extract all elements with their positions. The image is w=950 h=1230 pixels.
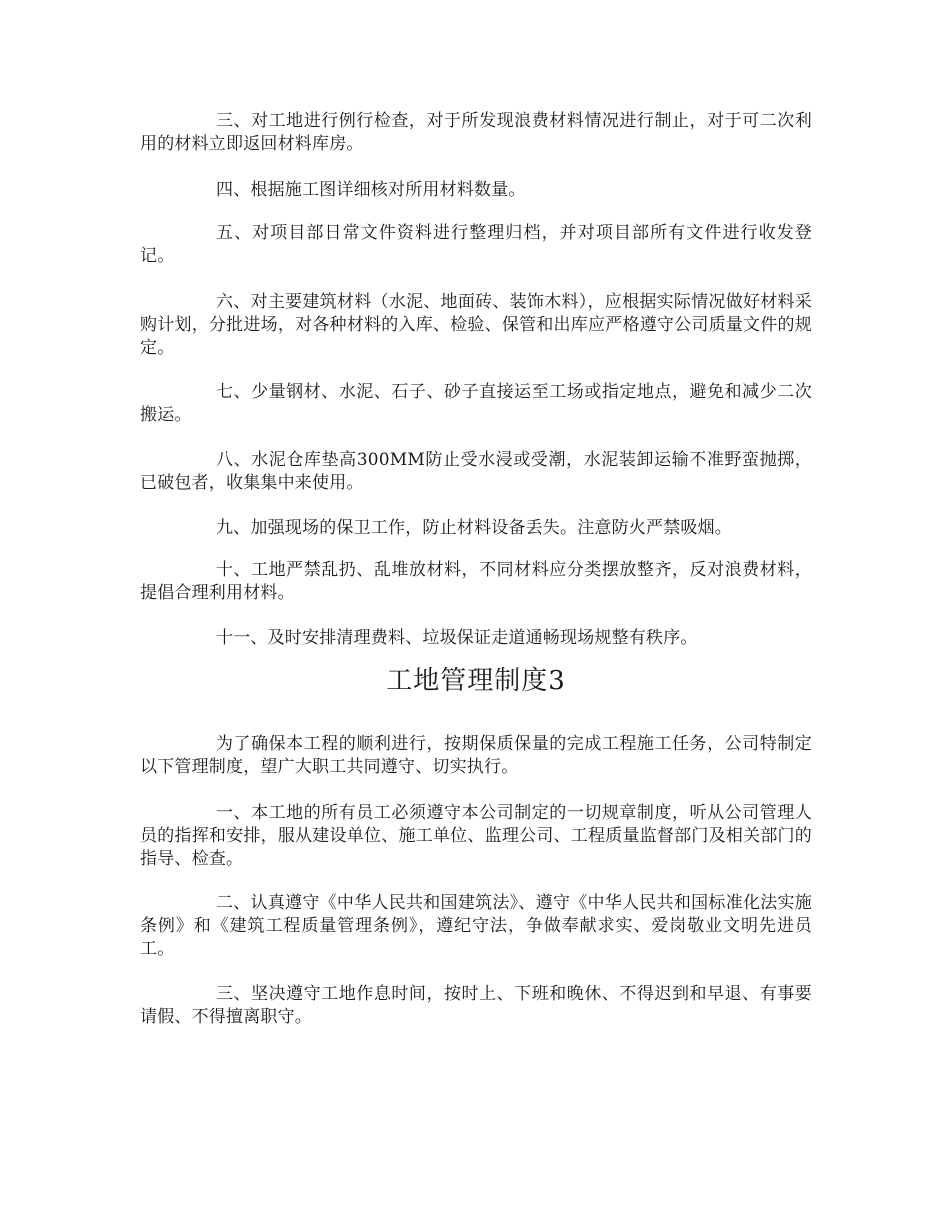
section-heading: 工地管理制度3	[386, 666, 566, 696]
rule-paragraph-2: 二、认真遵守《中华人民共和国建筑法》、遵守《中华人民共和国标准化法实施条例》和《建筑工程质量管理条例》，遵纪守法，争做奉献求实、爱岗敬业文明先进员工。	[140, 893, 812, 959]
paragraph-item-6: 六、对主要建筑材料（水泥、地面砖、装饰木料），应根据实际情况做好材料采购计划，分批进场，对各种材料的入库、检验、保管和出库应严格遵守公司质量文件的规定。	[140, 292, 812, 358]
paragraph-item-8: 八、水泥仓库垫高300MM防止受水浸或受潮，水泥装卸运输不准野蛮抛掷，已破包者，收集集中来使用。	[140, 450, 812, 493]
paragraph-item-11: 十一、及时安排清理费料、垃圾保证走道通畅现场规整有秩序。	[216, 628, 698, 648]
paragraph-item-3: 三、对工地进行例行检查，对于所发现浪费材料情况进行制止，对于可二次利用的材料立即返回材料库房。	[140, 111, 812, 154]
paragraph-item-10: 十、工地严禁乱扔、乱堆放材料，不同材料应分类摆放整齐，反对浪费材料，提倡合理利用材料。	[140, 560, 812, 603]
intro-paragraph: 为了确保本工程的顺利进行，按期保质保量的完成工程施工任务，公司特制定以下管理制度，望广大职工共同遵守、切实执行。	[140, 734, 812, 777]
paragraph-item-9: 九、加强现场的保卫工作，防止材料设备丢失。注意防火严禁吸烟。	[216, 518, 732, 538]
paragraph-item-5: 五、对项目部日常文件资料进行整理归档，并对项目部所有文件进行收发登记。	[140, 223, 812, 266]
rule-paragraph-3: 三、坚决遵守工地作息时间，按时上、下班和晚休、不得迟到和早退、有事要请假、不得擅离职守。	[140, 984, 812, 1027]
paragraph-item-4: 四、根据施工图详细核对所用材料数量。	[216, 180, 526, 200]
rule-paragraph-1: 一、本工地的所有员工必须遵守本公司制定的一切规章制度，听从公司管理人员的指挥和安排，服从建设单位、施工单位、监理公司、工程质量监督部门及相关部门的指导、检查。	[140, 803, 812, 869]
paragraph-item-7: 七、少量钢材、水泥、石子、砂子直接运至工场或指定地点，避免和减少二次搬运。	[140, 382, 812, 425]
